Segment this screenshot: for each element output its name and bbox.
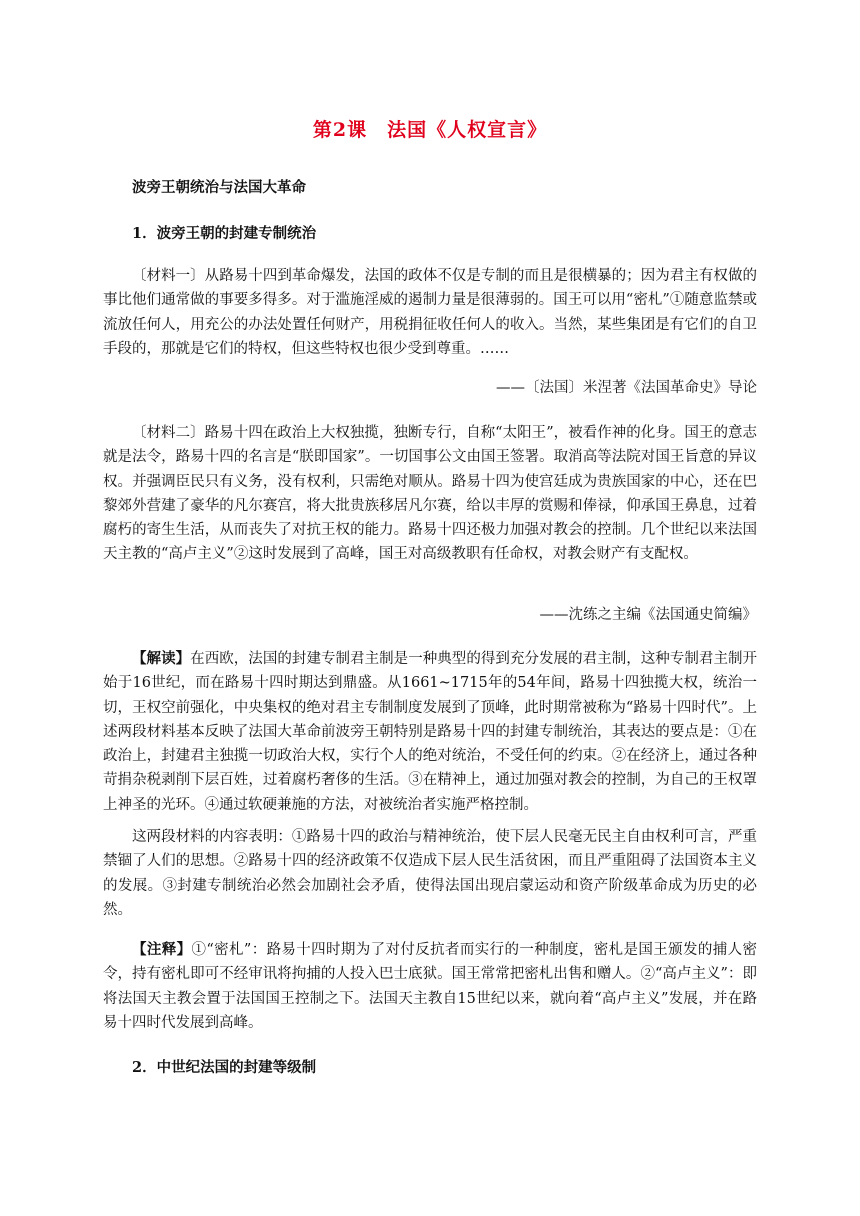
page-title: 第2课 法国《人权宣言》 — [312, 119, 548, 141]
reading-paragraph — [103, 647, 757, 817]
conclusion-paragraph: 这两段材料的内容表明：①路易十四的政治与精神统治，使下层人民毫无民主自由权利可言，严重禁锢了人们的思想。②路易十四的经济政策不仅造成下层人民生活贫困，而且严重阻碍了法国资本主义的发展。③封建专制统治必然会加剧社会矛盾，使得法国出现启蒙运动和资产阶级革命成为历史的必然。 — [103, 829, 757, 918]
subheading-1: 1．波旁王朝的封建专制统治 — [132, 225, 317, 242]
material-one-paragraph: 〔材料一〕从路易十四到革命爆发，法国的政体不仅是专制的而且是很横暴的；因为君主有权做的事比他们通常做的事要多得多。对于滥施淫威的遏制力量是很薄弱的。国王可以用“密札”①随意监禁或流放任何人，用充公的办法处置任何财产，用税捐征收任何人的收入。当然，某些集团是有它们的自卫手段的，那就是它们的特权，但这些特权也很少受到尊重。…… — [103, 268, 757, 357]
note-text: ①“密札”：路易十四时期为了对付反抗者而实行的一种制度，密札是国王颁发的捕人密令，持有密札即可不经审讯将拘捕的人投入巴士底狱。国王常常把密札出售和赠人。②“高卢主义”：即将法国天主教会置于法国国王控制之下。法国天主教自15世纪以来，就向着“高卢主义”发展，并在路易十四时代发展到高峰。 — [103, 942, 758, 1031]
note-paragraph — [103, 938, 757, 1035]
reading-text: 在西欧，法国的封建专制君主制是一种典型的得到充分发展的君主制，这种专制君主制开始于16世纪，而在路易十四时期达到鼎盛。从1661~1715年的54年间，路易十四独揽大权，统治一切，王权空前强化，中央集权的绝对君主专制制度发展到了顶峰，此时期常被称为“路易十四时代”。上述两段材料基本反映了法国大革命前波旁王朝特别是路易十四的封建专制统治，其表达的要点是：①在政治上，封建君主独揽一切政治大权，实行个人的绝对统治，不受任何的约束。②在经济上，通过各种苛捐杂税剥削下层百姓，过着腐朽奢侈的生活。③在精神上，通过加强对教会的控制，为自己的王权罩上神圣的光环。④通过软硬兼施的方法，对被统治者实施严格控制。 — [103, 651, 758, 813]
section-heading: 波旁王朝统治与法国大革命 — [132, 179, 306, 196]
subheading-2: 2．中世纪法国的封建等级制 — [132, 1059, 317, 1076]
note-tag: 【注释】 — [132, 941, 192, 958]
reading-tag: 【解读】 — [132, 650, 191, 667]
material-two-source: ——沈练之主编《法国通史简编》 — [539, 607, 757, 623]
material-two-paragraph: 〔材料二〕路易十四在政治上大权独揽，独断专行，自称“太阳王”，被看作神的化身。国王的意志就是法令，路易十四的名言是“朕即国家”。一切国事公文由国王签署。取消高等法院对国王旨意的异议权。并强调臣民只有义务，没有权利，只需绝对顺从。路易十四为使宫廷成为贵族国家的中心，还在巴黎郊外营建了豪华的凡尔赛宫，将大批贵族移居凡尔赛，给以丰厚的赏赐和俸禄，仰承国王鼻息，过着腐朽的寄生生活，从而丧失了对抗王权的能力。路易十四还极力加强对教会的控制。几个世纪以来法国天主教的“高卢主义”②这时发展到了高峰，国王对高级教职有任命权，对教会财产有支配权。 — [103, 425, 757, 563]
material-one-source: ——〔法国〕米涅著《法国革命史》导论 — [496, 380, 757, 396]
